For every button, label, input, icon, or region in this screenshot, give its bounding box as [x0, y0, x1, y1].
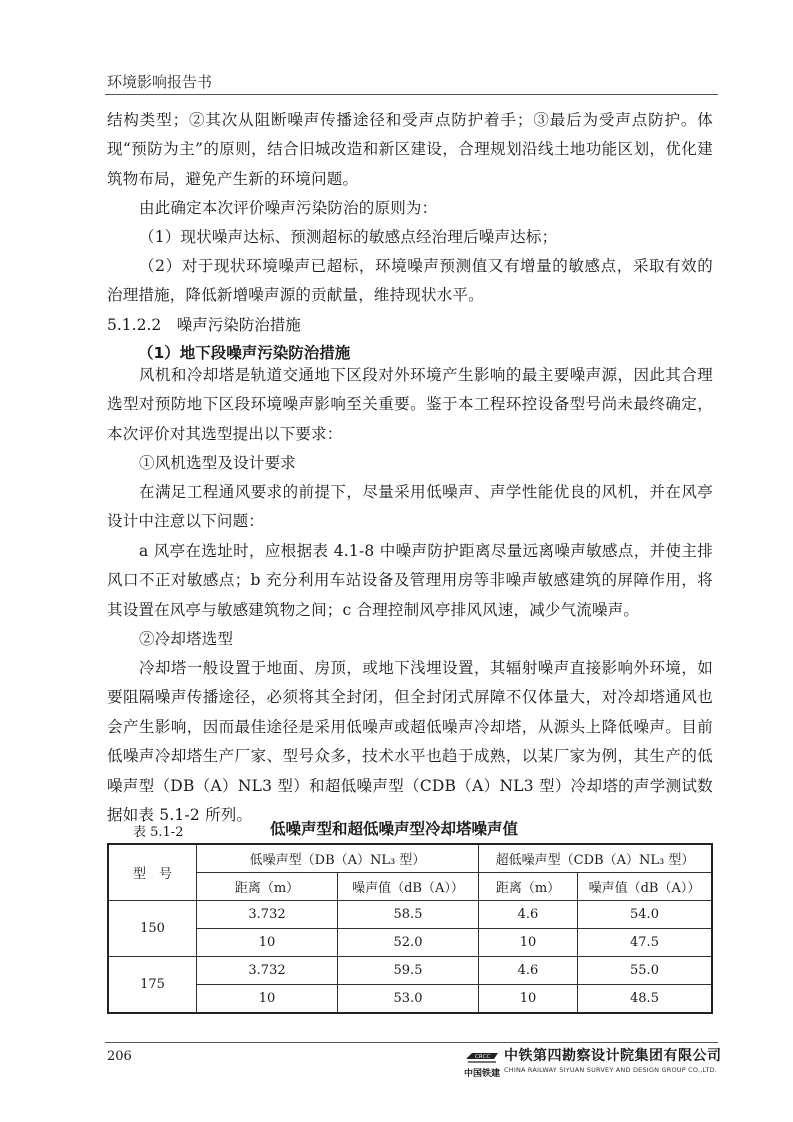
paragraph-principles-lead: 由此确定本次评价噪声污染防治的原则为： — [139, 199, 438, 217]
table-row — [108, 957, 712, 985]
table-header-row — [108, 844, 712, 873]
cell-distance: 10 — [197, 929, 338, 957]
cell-distance: 10 — [479, 929, 578, 957]
cell-noise: 53.0 — [338, 985, 479, 1014]
subheader-noise: 噪声值（dB（A）） — [578, 873, 713, 901]
subsection-heading: （1）地下段噪声污染防治措施 — [138, 344, 351, 362]
table-row — [108, 901, 712, 929]
header-model: 型 号 — [108, 844, 197, 901]
table-number: 表 5.1-2 — [133, 825, 184, 840]
section-heading: 5.1.2.2 噪声污染防治措施 — [107, 316, 301, 334]
subheader-distance: 距离（m） — [479, 873, 578, 901]
cell-noise: 52.0 — [338, 929, 479, 957]
header-low-noise-type: 低噪声型（DB（A）NL₃ 型） — [197, 844, 479, 873]
paragraph-fan-cooling-tower: 风机和冷却塔是轨道交通地下区段对外环境产生影响的最主要噪声源，因此其合理选型对预防地下区段环境噪声影响至关重要。鉴于本工程环控设备型号尚未最终确定，本次评价对其选型提出以下要求： — [107, 366, 713, 443]
cell-distance: 3.732 — [197, 957, 338, 985]
subheader-distance: 距离（m） — [197, 873, 338, 901]
paragraph-fan-issues: a 风亭在选址时，应根据表 4.1-8 中噪声防护距离尽量远离噪声敏感点，并使主排风口不正对敏感点；b 充分利用车站设备及管理用房等非噪声敏感建筑的屏障作用，将其设置在风亭与敏感建筑物之间；c 合理控制风亭排风风速，减少气流噪声。 — [107, 542, 713, 619]
cell-noise: 55.0 — [578, 957, 713, 985]
paragraph-principle-2: （2）对于现状环境噪声已超标，环境噪声预测值又有增量的敏感点，采取有效的治理措施，降低新增噪声源的贡献量，维持现状水平。 — [107, 257, 713, 305]
cell-noise: 59.5 — [338, 957, 479, 985]
cell-distance: 10 — [197, 985, 338, 1014]
paragraph-fan-requirements: 在满足工程通风要求的前提下，尽量采用低噪声、声学性能优良的风机，并在风亭设计中注意以下问题： — [107, 483, 713, 531]
cell-noise: 48.5 — [578, 985, 713, 1014]
cell-noise: 54.0 — [578, 901, 713, 929]
header-divider — [105, 94, 718, 95]
table-row — [108, 985, 712, 1014]
cell-model: 150 — [108, 901, 197, 957]
paragraph-principles-intro: 结构类型；②其次从阻断噪声传播途径和受声点防护着手；③最后为受声点防护。体现“预防为主”的原则，结合旧城改造和新区建设，合理规划沿线土地功能区划，优化建筑物布局，避免产生新的环境问题。 — [107, 111, 713, 188]
table-row — [108, 929, 712, 957]
page-number: 206 — [107, 1049, 132, 1064]
cell-distance: 10 — [479, 985, 578, 1014]
cell-noise: 58.5 — [338, 901, 479, 929]
header-title: 环境影响报告书 — [107, 73, 213, 91]
crcc-logo-icon — [464, 1047, 500, 1065]
logo-group-name: 中国铁建 — [464, 1069, 501, 1079]
footer-divider — [105, 1042, 718, 1043]
noise-data-table — [107, 843, 713, 1014]
table-subheader-row — [108, 873, 712, 901]
paragraph-fan-selection-heading: ①风机选型及设计要求 — [139, 454, 297, 472]
subheader-noise: 噪声值（dB（A）） — [338, 873, 479, 901]
logo-mark-text: CRCC — [475, 1054, 491, 1060]
paragraph-principle-1: （1）现状噪声达标、预测超标的敏感点经治理后噪声达标； — [139, 228, 558, 246]
header-ultra-low-noise-type: 超低噪声型（CDB（A）NL₃ 型） — [479, 844, 713, 873]
cell-noise: 47.5 — [578, 929, 713, 957]
cell-distance: 4.6 — [479, 901, 578, 929]
company-name-en: CHINA RAILWAY SIYUAN SURVEY AND DESIGN GROUP CO.,LTD. — [504, 1066, 717, 1074]
cell-distance: 3.732 — [197, 901, 338, 929]
paragraph-cooling-tower-heading: ②冷却塔选型 — [139, 630, 234, 648]
company-name-cn: 中铁第四勘察设计院集团有限公司 — [504, 1048, 722, 1064]
table-title: 低噪声型和超低噪声型冷却塔噪声值 — [270, 820, 519, 838]
cell-distance: 4.6 — [479, 957, 578, 985]
cell-model: 175 — [108, 957, 197, 1014]
paragraph-cooling-tower-body: 冷却塔一般设置于地面、房顶，或地下浅埋设置，其辐射噪声直接影响外环境，如要阻隔噪声传播途径，必须将其全封闭，但全封闭式屏障不仅体量大，对冷却塔通风也会产生影响，因而最佳途径是采用低噪声或超低噪声冷却塔，从源头上降低噪声。目前低噪声冷却塔生产厂家、型号众多，技术水平也趋于成熟，以某厂家为例，其生产的低噪声型（DB（A）NL3 型）和超低噪声型（CDB（A）NL3 型）冷却塔的声学测试数据如表 5.1-2 所列。 — [107, 659, 713, 825]
